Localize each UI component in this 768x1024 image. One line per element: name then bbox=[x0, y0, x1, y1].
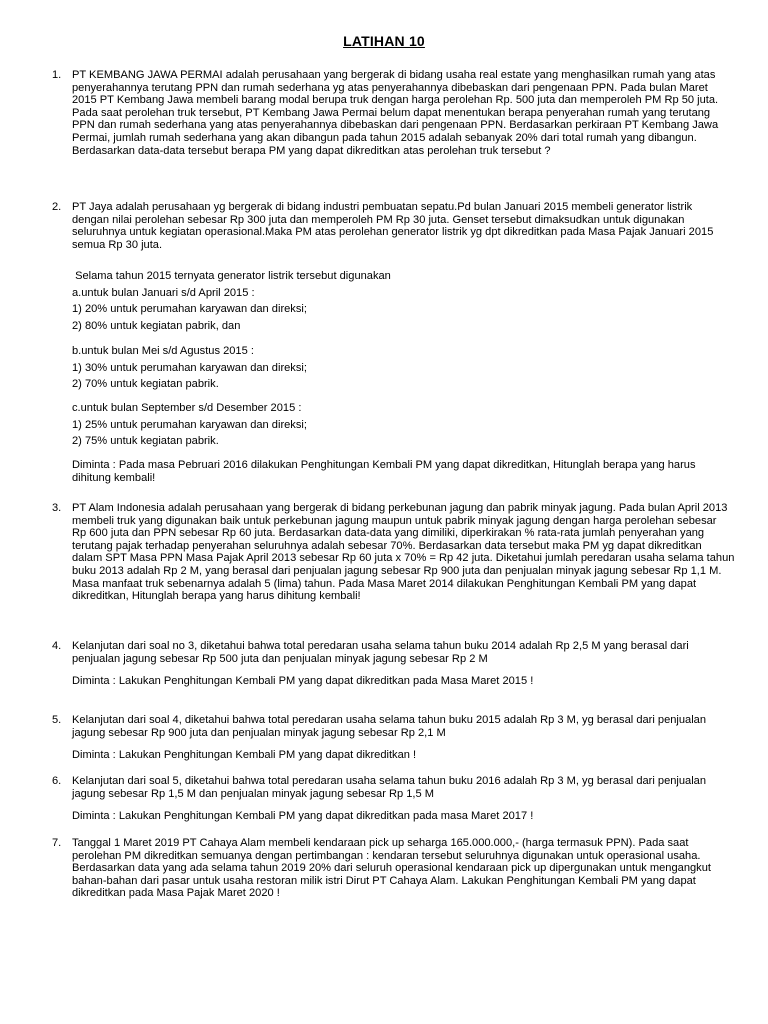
text-line: buku 2013 adalah Rp 2 M, yang berasal dari penjualan jagung sebesar Rp 900 juta dan penjualan minyak jagung sebesar Rp 1,1 M. bbox=[72, 564, 722, 577]
period-b-heading: b.untuk bulan Mei s/d Agustus 2015 : bbox=[72, 345, 254, 357]
question-number: 7. bbox=[52, 837, 62, 849]
text-line: PPN dan rumah sederhana yang atas penyerahannya dibebaskan dari pengenaan PPN. Berdasarkan perkiraan PT Kembang Jawa bbox=[72, 119, 719, 132]
question-5 bbox=[52, 714, 732, 762]
period-c-heading: c.untuk bulan September s/d Desember 2015 : bbox=[72, 402, 302, 414]
text-line: PT Alam Indonesia adalah perusahaan yang bergerak di bidang perkebunan jagung dan pabrik minyak jagung. Pada bulan April 2013 bbox=[72, 502, 728, 514]
page-title: LATIHAN 10 bbox=[343, 33, 425, 49]
text-line: Permai, jumlah rumah sederhana yang akan dibangun pada tahun 2015 adalah sebanyak 20% dari total rumah yang dibangun. bbox=[72, 131, 697, 144]
question-1 bbox=[52, 69, 732, 157]
question-3 bbox=[52, 502, 735, 603]
period-a-item-1: 1) 20% untuk perumahan karyawan dan direksi; bbox=[72, 303, 307, 316]
question-number: 6. bbox=[52, 775, 62, 787]
question-number: 1. bbox=[52, 69, 62, 81]
question-number: 4. bbox=[52, 640, 62, 652]
question-2 bbox=[52, 201, 732, 251]
text-line: Masa manfaat truk sebenarnya adalah 5 (lima) tahun. Pada Masa Maret 2014 dilakukan Penghitungan Kembali PM yang dapat bbox=[72, 577, 697, 590]
text-line: jagung sebesar Rp 1,5 M dan penjualan minyak jagung sebesar Rp 1,5 M bbox=[72, 787, 435, 800]
period-c-item-1: 1) 25% untuk perumahan karyawan dan direksi; bbox=[72, 418, 307, 431]
text-line: dalam SPT Masa PPN Masa Pajak April 2013 sebesar Rp 60 juta x 70% = Rp 42 juta. Diketahui jumlah peredaran usaha selama tahun bbox=[72, 552, 735, 565]
text-line: penyerahannya terutang PPN dan rumah sederhana yg atas penyerahannya dibebaskan dari pengenaan PPN. Pada bulan Maret bbox=[72, 81, 708, 94]
question-number: 2. bbox=[52, 201, 62, 213]
text-line: dengan nilai perolehan sebesar Rp 300 juta dan memperoleh PM Rp 30 juta. Genset tersebut dimaksudkan untuk digunakan bbox=[72, 213, 685, 226]
question-number: 3. bbox=[52, 502, 62, 514]
question-7 bbox=[52, 837, 732, 900]
text-line: Kelanjutan dari soal 5, diketahui bahwa total peredaran usaha selama tahun buku 2016 adalah Rp 3 M, yg berasal dari penjualan bbox=[72, 775, 707, 787]
question-number: 5. bbox=[52, 714, 62, 726]
period-a-item-2: 2) 80% untuk kegiatan pabrik, dan bbox=[72, 319, 241, 332]
question-3-text bbox=[72, 502, 735, 603]
text-line: Berdasarkan data-data tersebut berapa PM yang dapat dikreditkan atas perolehan truk tersebut ? bbox=[72, 144, 551, 157]
text-line: Kelanjutan dari soal 4, diketahui bahwa total peredaran usaha selama tahun buku 2015 adalah Rp 3 M, yg berasal dari penjualan bbox=[72, 714, 707, 726]
text-line: dikreditkan, Hitunglah berapa yang harus dihitung kembali! bbox=[72, 590, 361, 603]
text-line: bahan-bahan dari pasar untuk usaha restoran milik istri Dirut PT Cahaya Alam. Lakukan Penghitungan Kembali PM yang dapat bbox=[72, 874, 696, 887]
text-line: jagung sebesar Rp 900 juta dan penjualan minyak jagung sebesar Rp 2,1 M bbox=[72, 726, 446, 739]
text-line: Kelanjutan dari soal no 3, diketahui bahwa total peredaran usaha selama tahun buku 2014 adalah Rp 2,5 M yang berasal dari bbox=[72, 640, 689, 652]
task-line: Diminta : Lakukan Penghitungan Kembali PM yang dapat dikreditkan pada masa Maret 2017 ! bbox=[72, 810, 534, 823]
task-line: Diminta : Lakukan Penghitungan Kembali PM yang dapat dikreditkan pada Masa Maret 2015 ! bbox=[72, 675, 534, 688]
text-line: terutang pajak terhadap penyerahan seluruhnya adalah sebesar 70%. Berdasarkan data tersebut maka PM yg dapat dikreditkan bbox=[72, 539, 702, 552]
text-line: Tanggal 1 Maret 2019 PT Cahaya Alam membeli kendaraan pick up seharga 165.000.000,- (harga termasuk PPN). Pada saat bbox=[72, 837, 689, 849]
text-line: PT Jaya adalah perusahaan yg bergerak di bidang industri pembuatan sepatu.Pd bulan Januari 2015 membeli generator listrik bbox=[72, 201, 693, 213]
question-4 bbox=[52, 640, 732, 688]
text-line: seluruhnya untuk kegiatan operasional.Maka PM atas perolehan generator listrik yg dpt dikreditkan pada Masa Pajak Januari 2015 bbox=[72, 226, 714, 239]
question-2-task bbox=[52, 459, 732, 484]
text-line: penjualan jagung sebesar Rp 500 juta dan penjualan minyak jagung sebesar Rp 2 M bbox=[72, 652, 488, 665]
period-b-item-2: 2) 70% untuk kegiatan pabrik. bbox=[72, 378, 219, 391]
question-7-text bbox=[72, 837, 732, 900]
text-line: Rp 600 juta dan PPN sebesar Rp 60 juta. Berdasarkan data-data yang dimiliki, diperkirakan % rata-rata jumlah penyerahan yang bbox=[72, 527, 705, 540]
period-c-item-2: 2) 75% untuk kegiatan pabrik. bbox=[72, 435, 219, 448]
usage-intro: Selama tahun 2015 ternyata generator listrik tersebut digunakan bbox=[72, 270, 391, 282]
text-line: Berdasarkan data yang ada selama tahun 2019 20% dari seluruh operasional kendaraan pick up dipergunakan untuk mengangkut bbox=[72, 862, 711, 875]
period-a-heading: a.untuk bulan Januari s/d April 2015 : bbox=[72, 286, 255, 299]
question-6 bbox=[52, 775, 732, 823]
text-line: dikreditkan pada Masa Pajak Maret 2020 ! bbox=[72, 887, 280, 900]
question-2-period-c bbox=[52, 402, 732, 448]
task-line: Diminta : Pada masa Pebruari 2016 dilakukan Penghitungan Kembali PM yang dapat dikreditkan, Hitunglah berapa yang harus bbox=[72, 459, 696, 471]
task-line: Diminta : Lakukan Penghitungan Kembali PM yang dapat dikreditkan ! bbox=[72, 749, 417, 762]
question-2-usage bbox=[52, 270, 732, 332]
text-line: PT KEMBANG JAWA PERMAI adalah perusahaan yang bergerak di bidang usaha real estate yang menghasilkan rumah yang atas bbox=[72, 69, 716, 81]
question-4-text bbox=[72, 640, 732, 688]
question-2-text bbox=[72, 201, 732, 251]
question-6-text bbox=[72, 775, 732, 823]
question-2-period-b bbox=[52, 345, 732, 391]
question-1-text bbox=[72, 69, 732, 157]
text-line: membeli truk yang digunakan baik untuk perkebunan jagung maupun untuk pabrik minyak jagung dengan harga perolehan sebesar bbox=[72, 514, 717, 527]
task-line: dihitung kembali! bbox=[72, 471, 156, 484]
text-line: 2015 PT Kembang Jawa membeli barang modal berupa truk dengan harga perolehan Rp. 500 juta dan memperoleh PM Rp 50 juta. bbox=[72, 94, 719, 107]
text-line: perolehan PM dikreditkan semuanya dengan pertimbangan : kendaran tersebut seluruhnya digunakan untuk operasional usaha. bbox=[72, 849, 701, 862]
question-5-text bbox=[72, 714, 732, 762]
text-line: Pada saat perolehan truk tersebut, PT Kembang Jawa Permai belum dapat menentukan berapa penyerahan rumah yang terutang bbox=[72, 106, 711, 119]
text-line: semua Rp 30 juta. bbox=[72, 238, 163, 251]
period-b-item-1: 1) 30% untuk perumahan karyawan dan direksi; bbox=[72, 361, 307, 374]
